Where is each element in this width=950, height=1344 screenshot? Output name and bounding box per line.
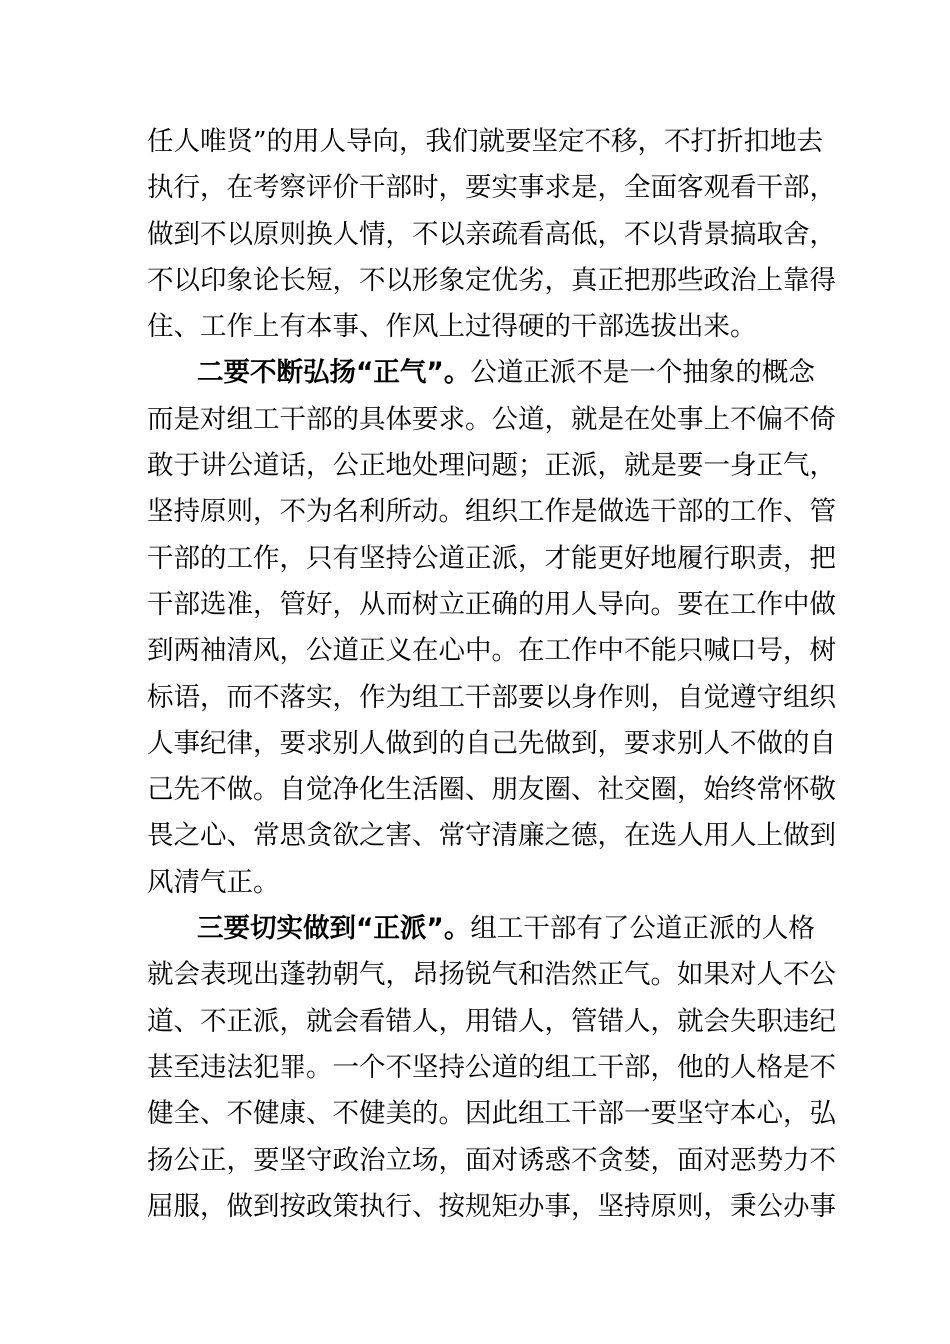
paragraph-2	[147, 350, 836, 906]
text-line: 健全、不健康、不健美的。因此组工干部一要坚守本心，弘	[147, 1098, 836, 1130]
text-line: 就会表现出蓬勃朝气，昂扬锐气和浩然正气。如果对人不公	[147, 959, 836, 991]
text-line: 甚至违法犯罪。一个不坚持公道的组工干部，他的人格是不	[147, 1051, 836, 1083]
text-line	[147, 350, 815, 396]
text-line: 干部选准，管好，从而树立正确的用人导向。要在工作中做	[147, 588, 836, 620]
text-line: 人事纪律，要求别人做到的自己先做到，要求别人不做的自	[147, 727, 836, 759]
text-line: 任人唯贤”的用人导向，我们就要坚定不移，不打折扣地去	[147, 126, 824, 157]
paragraph-1	[147, 119, 836, 350]
text-line-rest: 组工干部有了公道正派的人格	[470, 913, 815, 945]
text-line: 风清气正。	[147, 866, 280, 898]
text-line: 到两袖清风，公道正义在心中。在工作中不能只喊口号，树	[147, 635, 836, 667]
text-line: 标语，而不落实，作为组工干部要以身作则，自觉遵守组织	[147, 681, 836, 713]
text-line: 扬公正，要坚守政治立场，面对诱惑不贪婪，面对恶势力不	[147, 1144, 836, 1176]
text-line: 住、工作上有本事、作风上过得硬的干部选拔出来。	[147, 311, 757, 343]
text-line-rest: 公道正派不是一个抽象的概念	[470, 357, 815, 389]
text-line: 敢于讲公道话，公正地处理问题；正派，就是要一身正气，	[147, 450, 836, 482]
text-line: 执行，在考察评价干部时，要实事求是，全面客观看干部，	[147, 172, 836, 204]
text-line: 做到不以原则换人情，不以亲疏看高低，不以背景搞取舍，	[147, 218, 836, 250]
text-line: 坚持原则，不为名利所动。组织工作是做选干部的工作、管	[147, 496, 836, 528]
text-line: 干部的工作，只有坚持公道正派，才能更好地履行职责，把	[147, 542, 836, 574]
body-text	[147, 119, 836, 1230]
text-line: 畏之心、常思贪欲之害、常守清廉之德，在选人用人上做到	[147, 820, 836, 852]
paragraph-heading: 三要切实做到“正派”。	[197, 913, 471, 945]
text-line: 而是对组工干部的具体要求。公道，就是在处事上不偏不倚	[147, 403, 836, 435]
text-line: 己先不做。自觉净化生活圈、朋友圈、社交圈，始终常怀敬	[147, 774, 836, 806]
paragraph-heading: 二要不断弘扬“正气”。	[197, 357, 471, 389]
text-line: 不以印象论长短，不以形象定优劣，真正把那些政治上靠得	[147, 264, 836, 296]
text-line: 屈服，做到按政策执行、按规矩办事，坚持原则，秉公办事	[147, 1190, 836, 1222]
paragraph-3	[147, 906, 836, 1230]
text-line: 道、不正派，就会看错人，用错人，管错人，就会失职违纪	[147, 1005, 836, 1037]
text-line	[147, 906, 815, 952]
